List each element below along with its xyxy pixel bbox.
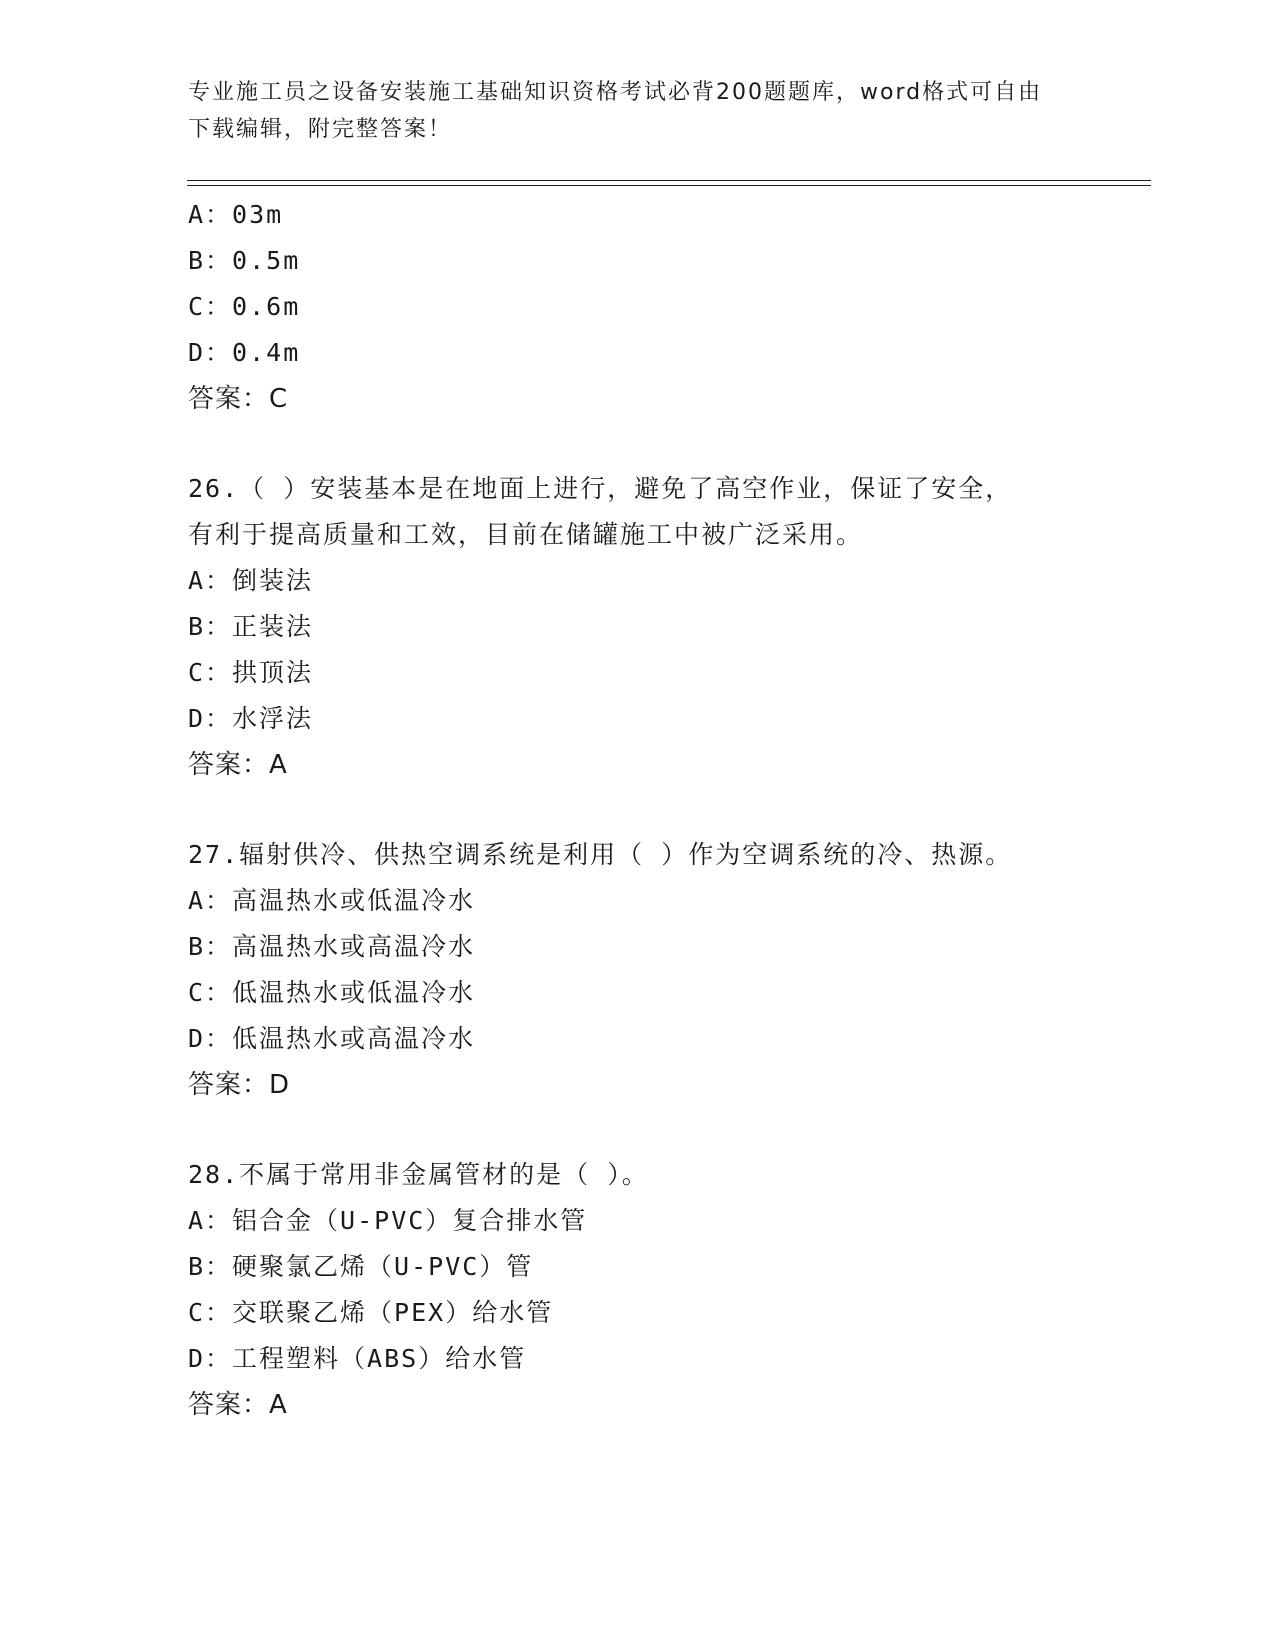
question-stem-line-2: 有利于提高质量和工效，目前在储罐施工中被广泛采用。: [188, 520, 864, 549]
option-c: C：低温热水或低温冷水: [188, 978, 476, 1007]
option-a: A：铝合金（U-PVC）复合排水管: [188, 1206, 588, 1235]
option-c: C：交联聚乙烯（PEX）给水管: [188, 1298, 554, 1327]
question-block-27: [188, 832, 1108, 1108]
option-d: D：工程塑料（ABS）给水管: [188, 1344, 527, 1373]
answer: 答案：A: [188, 750, 288, 780]
option-b: B：硬聚氯乙烯（U-PVC）管: [188, 1252, 534, 1281]
option-d: D：水浮法: [188, 704, 314, 733]
answer: 答案：D: [188, 1070, 291, 1100]
question-block-25: [188, 192, 1108, 422]
option-b: B：正装法: [188, 612, 314, 641]
question-block-28: [188, 1152, 1108, 1428]
option-a: A：高温热水或低温冷水: [188, 886, 476, 915]
question-stem-line-1: 26.（ ）安装基本是在地面上进行，避免了高空作业，保证了安全，: [188, 474, 1013, 503]
header-line-1: 专业施工员之设备安装施工基础知识资格考试必背200题题库，word格式可自由: [188, 80, 1043, 105]
header-rule-top: [187, 180, 1151, 181]
question-block-26: [188, 466, 1108, 788]
option-c: C：0.6m: [188, 292, 301, 321]
answer: 答案：C: [188, 384, 289, 414]
option-b: B：高温热水或高温冷水: [188, 932, 476, 961]
option-b: B：0.5m: [188, 246, 301, 275]
header-line-2: 下载编辑，附完整答案！: [188, 117, 453, 142]
document-header: [188, 74, 1068, 148]
answer: 答案：A: [188, 1390, 288, 1420]
option-d: D：低温热水或高温冷水: [188, 1024, 476, 1053]
question-stem-line-1: 27.辐射供冷、供热空调系统是利用（ ）作为空调系统的冷、热源。: [188, 840, 1013, 869]
option-a: A：03m: [188, 200, 284, 229]
header-rule-bottom: [187, 185, 1151, 186]
option-d: D：0.4m: [188, 338, 301, 367]
option-c: C：拱顶法: [188, 658, 314, 687]
question-list: [188, 192, 1108, 1428]
option-a: A：倒装法: [188, 566, 314, 595]
question-stem-line-1: 28.不属于常用非金属管材的是（ ）。: [188, 1160, 649, 1189]
